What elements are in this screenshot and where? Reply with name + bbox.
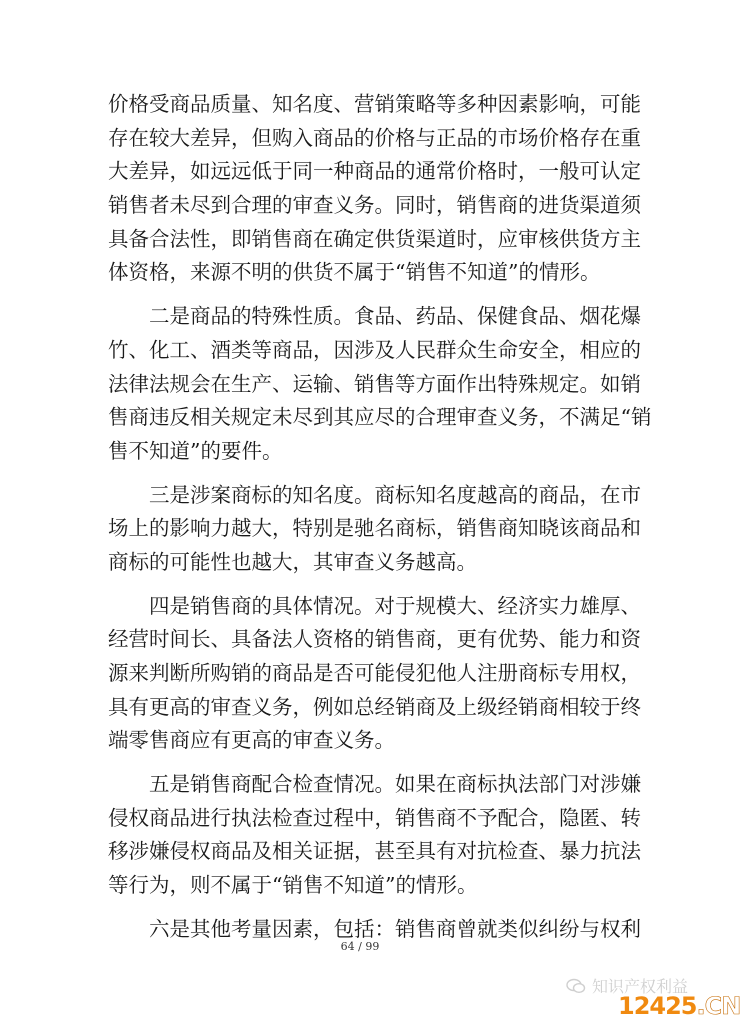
text-line: 售不知道”的要件。	[108, 435, 622, 469]
page-number: 64 / 99	[0, 940, 720, 953]
text-line: 销售者未尽到合理的审查义务。同时，销售商的进货渠道须	[108, 189, 622, 223]
site-logo-digits: 12425	[618, 992, 697, 1020]
text-line: 大差异，如远远低于同一种商品的通常价格时，一般可认定	[108, 155, 622, 189]
text-line: 价格受商品质量、知名度、营销策略等多种因素影响，可能	[108, 88, 622, 122]
text-line: 存在较大差异，但购入商品的价格与正品的市场价格存在重	[108, 122, 622, 156]
text-line: 移涉嫌侵权商品及相关证据，甚至具有对抗检查、暴力抗法	[108, 835, 622, 869]
text-line: 侵权商品进行执法检查过程中，销售商不予配合，隐匿、转	[108, 802, 622, 836]
text-line: 商标的可能性也越大，其审查义务越高。	[108, 546, 622, 580]
wechat-icon	[566, 978, 586, 994]
text-line: 等行为，则不属于“销售不知道”的情形。	[108, 869, 622, 903]
text-line: 竹、化工、酒类等商品，因涉及人民群众生命安全，相应的	[108, 334, 622, 368]
text-line: 六是其他考量因素，包括：销售商曾就类似纠纷与权利	[108, 913, 622, 947]
text-line: 二是商品的特殊性质。食品、药品、保健食品、烟花爆	[108, 300, 622, 334]
text-line: 四是销售商的具体情况。对于规模大、经济实力雄厚、	[108, 590, 622, 624]
text-line: 三是涉案商标的知名度。商标知名度越高的商品，在市	[108, 479, 622, 513]
text-line: 具有更高的审查义务，例如总经销商及上级经销商相较于终	[108, 691, 622, 725]
site-logo	[618, 992, 740, 1020]
site-logo-tld: .CN	[697, 992, 740, 1020]
text-line: 售商违反相关规定未尽到其应尽的合理审查义务，不满足“销	[108, 401, 622, 435]
document-body	[108, 88, 622, 947]
text-line: 五是销售商配合检查情况。如果在商标执法部门对涉嫌	[108, 768, 622, 802]
watermark-text: 知识产权利益	[592, 974, 688, 997]
text-line: 场上的影响力越大，特别是驰名商标，销售商知晓该商品和	[108, 512, 622, 546]
text-line: 法律法规会在生产、运输、销售等方面作出特殊规定。如销	[108, 368, 622, 402]
text-line: 体资格，来源不明的供货不属于“销售不知道”的情形。	[108, 256, 622, 290]
text-line: 源来判断所购销的商品是否可能侵犯他人注册商标专用权，	[108, 657, 622, 691]
text-line: 端零售商应有更高的审查义务。	[108, 724, 622, 758]
text-line: 具备合法性，即销售商在确定供货渠道时，应审核供货方主	[108, 223, 622, 257]
text-line: 经营时间长、具备法人资格的销售商，更有优势、能力和资	[108, 623, 622, 657]
